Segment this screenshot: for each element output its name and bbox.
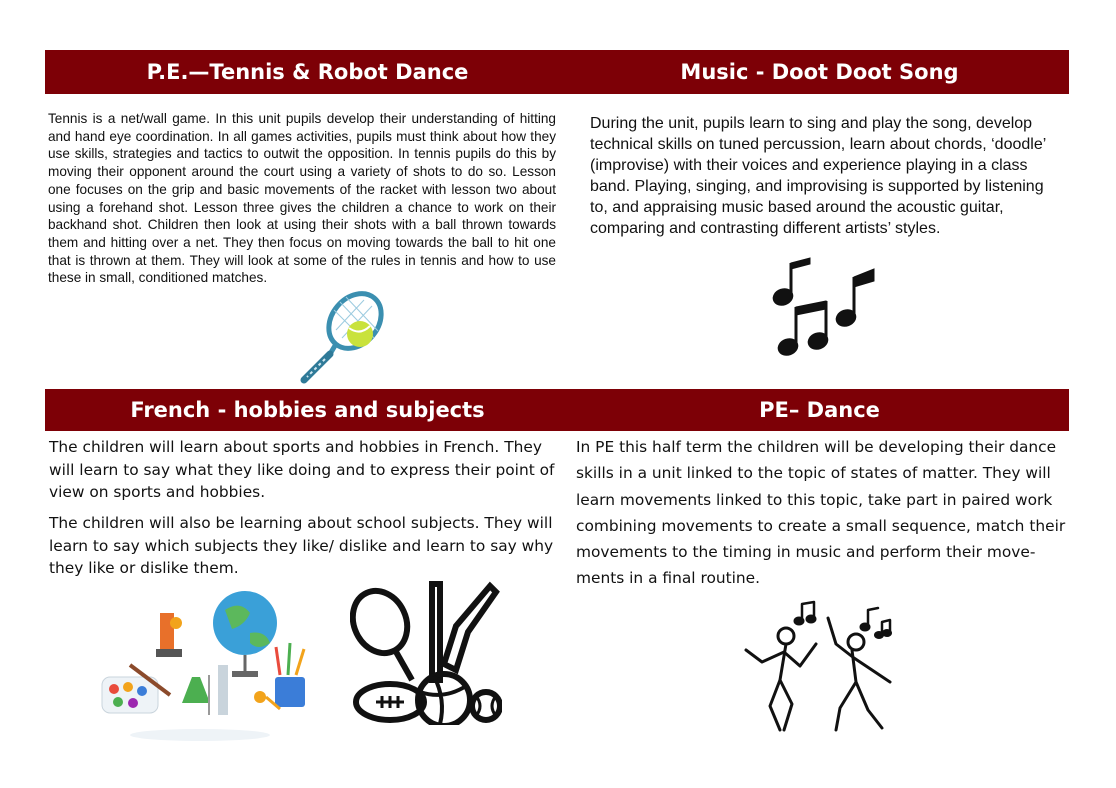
tennis-racket-icon (292, 288, 392, 384)
music-header (570, 50, 1069, 94)
french-paragraph-2: The children will also be learning about school subjects. They will learn to say which subjects they like/ dislike and learn to say why they like or dislike them. (49, 514, 554, 577)
dancers-icon (740, 600, 900, 740)
french-header (45, 389, 570, 431)
pe-tennis-title: P.E.—Tennis & Robot Dance (146, 60, 469, 84)
sports-equipment-icon (350, 580, 502, 725)
school-subjects-icon (100, 585, 315, 745)
french-title: French - hobbies and subjects (130, 398, 485, 422)
pe-tennis-description: Tennis is a net/wall game. In this unit pupils develop their understanding of hitting and hand eye coordination. In all games activities, pupils must think about how they use skills, strategies and tactics to outwit the opposition. In tennis pupils do this by moving their opponent around the court using a variety of shots to do so. Lesson one focuses on the grip and basic movements of the racket with lesson two about using a forehand shot. Lesson three gives the children a chance to work on their backhand shot. Children then look at using their shots with a ball thrown towards them and hitting over a net. They then focus on moving towards the ball to hit one that is thrown at them. They will look at some of the rules in tennis and how to use these in small, conditioned matches. (48, 111, 556, 286)
dance-header (570, 389, 1069, 431)
french-paragraph-1: The children will learn about sports and hobbies in French. They will learn to say what they like doing and to express their point of view on sports and hobbies. (49, 438, 555, 501)
dance-title: PE– Dance (759, 398, 880, 422)
pe-tennis-header (45, 50, 570, 94)
music-title: Music - Doot Doot Song (680, 60, 959, 84)
music-notes-icon (770, 255, 880, 360)
music-description: During the unit, pupils learn to sing and play the song, develop technical skills on tuned percussion, learn about chords, ‘doodle’ (improvise) with their voices and experience playing in a class band. Playing, singing, and improvising is supported by listening to, and appraising music based around the acoustic guitar, comparing and contrasting different artists’ styles. (590, 115, 1046, 237)
dance-description: In PE this half term the children will be developing their dance skills in a unit linked to the topic of states of matter. They will learn movements linked to this topic, take part in paired work combining movements to create a small sequence, match their movements to the timing in music and perform their move-ments in a final routine. (576, 438, 1066, 588)
